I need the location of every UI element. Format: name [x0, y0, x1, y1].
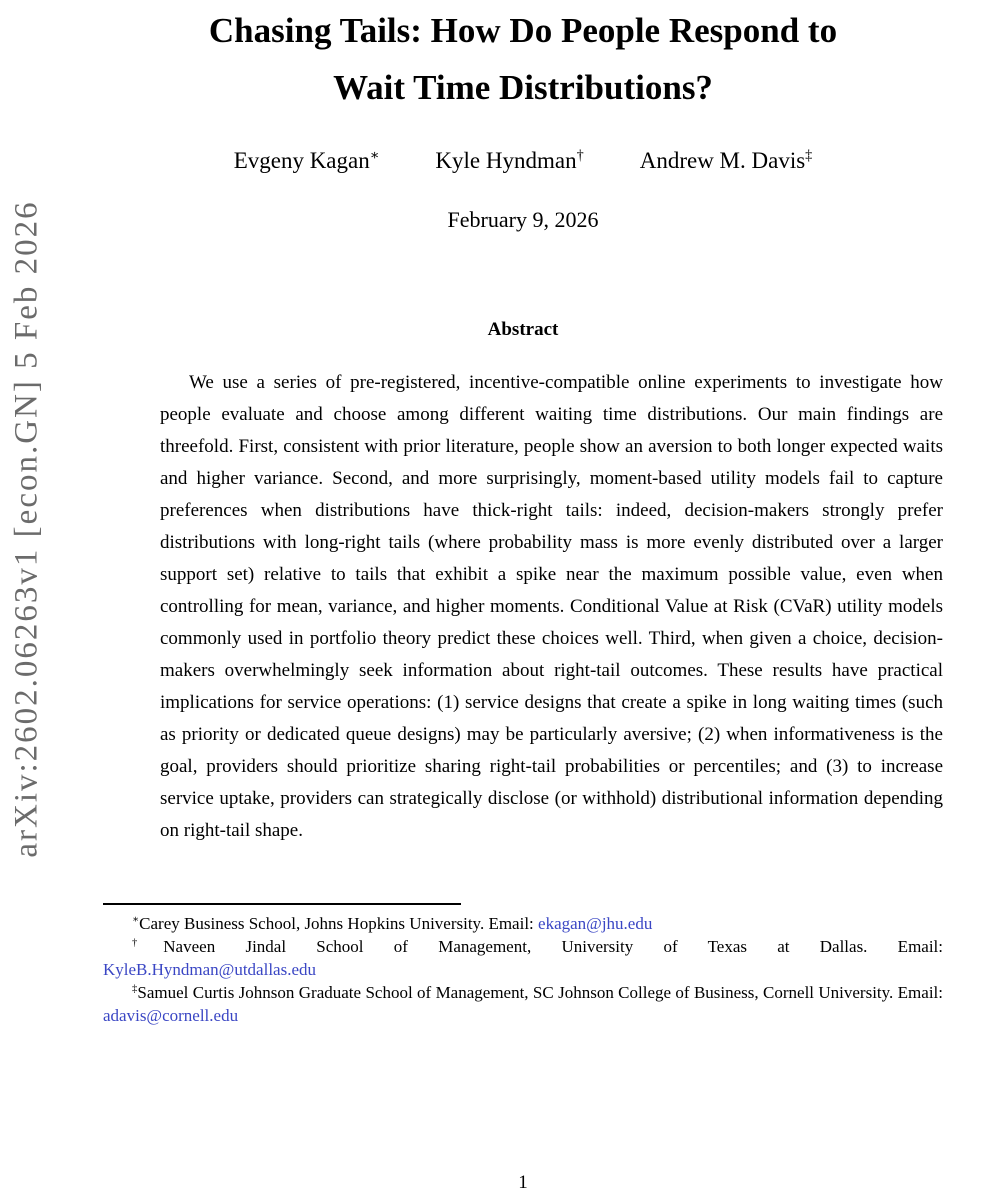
author-1-footnote-marker: ∗ [369, 147, 380, 164]
author-2 [435, 146, 583, 175]
author-3 [640, 146, 813, 175]
arxiv-watermark: arXiv:2602.06263v1 [econ.GN] 5 Feb 2026 [8, 200, 45, 858]
abstract-text: We use a series of pre-registered, incentive-compatible online experiments to investigate how people evaluate and choose among different waiting time distributions. Our main findings are threefold. First, consistent with prior literature, people show an aversion to both longer expected waits and higher variance. Second, and more surprisingly, moment-based utility models fail to capture preferences when distributions have thick-right tails: indeed, decision-makers strongly prefer distributions with long-right tails (where probability mass is more evenly distributed over a larger support set) relative to tails that exhibit a spike near the maximum possible value, even when controlling for mean, variance, and higher moments. Conditional Value at Risk (CVaR) utility models commonly used in portfolio theory predict these choices well. Third, when given a choice, decision-makers overwhelmingly seek information about right-tail outcomes. These results have practical implications for service operations: (1) service designs that create a spike in long waiting times (such as priority or dedicated queue designs) may be particularly aversive; (2) when informativeness is the goal, providers should prioritize sharing right-tail probabilities or percentiles; and (3) to increase service uptake, providers can strategically disclose (or withhold) distributional information depending on right-tail shape. [160, 372, 943, 841]
author-3-name: Andrew M. Davis [639, 148, 806, 173]
footnote-2-marker: † [132, 937, 164, 949]
footnote-3-text: Samuel Curtis Johnson Graduate School of Management, SC Johnson College of Business, Cornell University. Email: [137, 983, 943, 1002]
footnote-3 [103, 981, 943, 1027]
author-list [103, 146, 943, 175]
author-2-footnote-marker: † [576, 147, 584, 164]
paper-page [103, 0, 943, 1027]
footnote-3-email-link[interactable]: adavis@cornell.edu [103, 1006, 239, 1025]
author-1-name: Evgeny Kagan [233, 148, 370, 173]
footnote-1-text: Carey Business School, Johns Hopkins University. Email: [139, 914, 539, 933]
footnote-2-line2 [103, 958, 943, 981]
footnote-rule [103, 903, 461, 905]
footnote-1-marker: ∗ [132, 914, 140, 926]
paper-date: February 9, 2026 [447, 207, 599, 232]
footnote-1-email-link[interactable]: ekagan@jhu.edu [538, 914, 653, 933]
footnote-2-line1 [103, 935, 943, 958]
abstract-heading: Abstract [487, 319, 559, 340]
paper-title-line1: Chasing Tails: How Do People Respond to [208, 11, 838, 50]
footnotes [103, 912, 943, 1027]
footnote-3-marker: ‡ [132, 983, 138, 995]
footnote-1 [103, 912, 943, 935]
footnote-2-text: Naveen Jindal School of Management, University of Texas at Dallas. Email: [163, 937, 944, 956]
paper-title [103, 0, 943, 116]
author-3-footnote-marker: ‡ [805, 147, 813, 164]
author-2-name: Kyle Hyndman [435, 148, 577, 173]
author-1 [234, 146, 380, 175]
page-number: 1 [518, 1172, 528, 1193]
paper-title-line2: Wait Time Distributions? [333, 68, 713, 107]
footnote-2-email-link[interactable]: KyleB.Hyndman@utdallas.edu [103, 960, 317, 979]
footnote-2 [103, 935, 943, 981]
